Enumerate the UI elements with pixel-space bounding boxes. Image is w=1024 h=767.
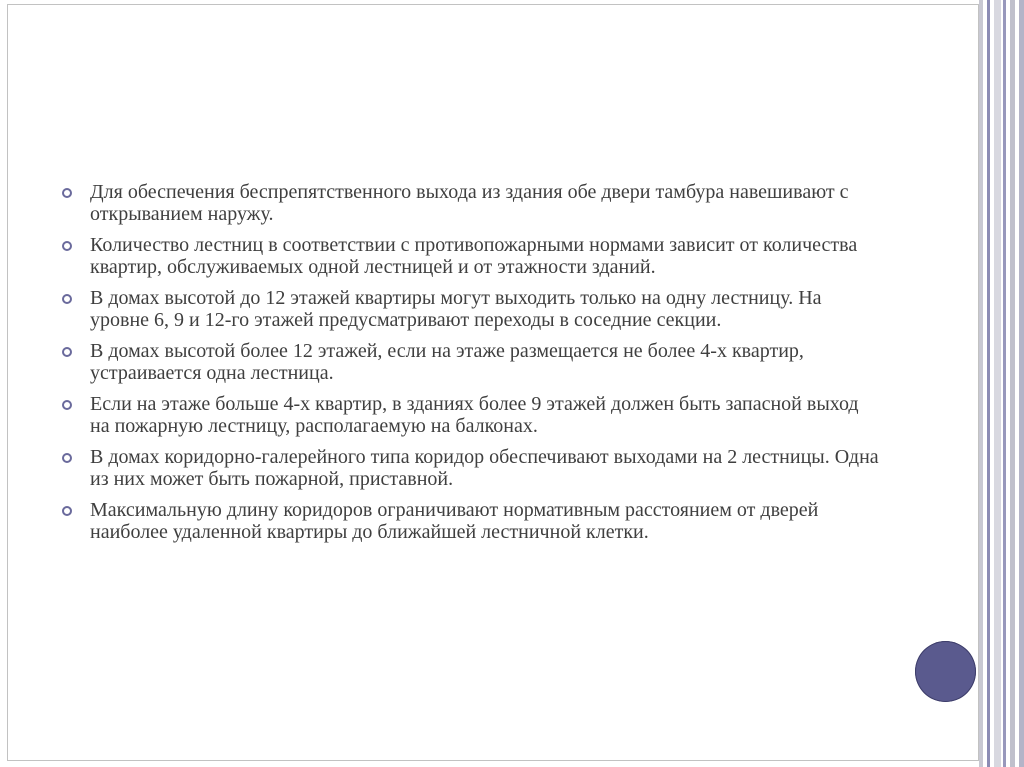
list-item-text: Максимальную длину коридоров ограничивают нормативным расстоянием от дверей наиболее удаленной квартиры до ближайшей лестничной клетки.	[90, 499, 819, 543]
decor-bar	[979, 0, 983, 767]
list-item	[60, 287, 880, 331]
decor-bar	[987, 0, 990, 767]
ring-bullet-icon	[62, 241, 72, 251]
list-item-text: В домах высотой более 12 этажей, если на этаже размещается не более 4-х квартир, устраивается одна лестница.	[90, 340, 804, 384]
list-item	[60, 181, 880, 225]
decor-bar	[1019, 0, 1024, 767]
list-item-text: Если на этаже больше 4-х квартир, в зданиях более 9 этажей должен быть запасной выход на пожарную лестницу, располагаемую на балконах.	[90, 393, 859, 437]
ring-bullet-icon	[62, 453, 72, 463]
decorative-side-bars	[979, 0, 1024, 767]
list-item	[60, 234, 880, 278]
ring-bullet-icon	[62, 400, 72, 410]
list-item-text: В домах высотой до 12 этажей квартиры могут выходить только на одну лестницу. На уровне 6, 9 и 12-го этажей предусматривают переходы в соседние секции.	[90, 287, 822, 331]
decor-bar	[994, 0, 1001, 767]
decor-bar	[1010, 0, 1015, 767]
list-item	[60, 393, 880, 437]
bullet-list	[60, 181, 880, 543]
ring-bullet-icon	[62, 294, 72, 304]
slide-content	[60, 181, 880, 552]
decor-bar	[1003, 0, 1006, 767]
ring-bullet-icon	[62, 347, 72, 357]
list-item	[60, 340, 880, 384]
list-item-text: В домах коридорно-галерейного типа коридор обеспечивают выходами на 2 лестницы. Одна из них может быть пожарной, приставной.	[90, 446, 879, 490]
ring-bullet-icon	[62, 188, 72, 198]
list-item-text: Для обеспечения беспрепятственного выхода из здания обе двери тамбура навешивают с открыванием наружу.	[90, 181, 849, 225]
list-item	[60, 446, 880, 490]
decorative-circle-icon	[915, 641, 976, 702]
list-item-text: Количество лестниц в соответствии с противопожарными нормами зависит от количества квартир, обслуживаемых одной лестницей и от этажности зданий.	[90, 234, 858, 278]
ring-bullet-icon	[62, 506, 72, 516]
list-item	[60, 499, 880, 543]
